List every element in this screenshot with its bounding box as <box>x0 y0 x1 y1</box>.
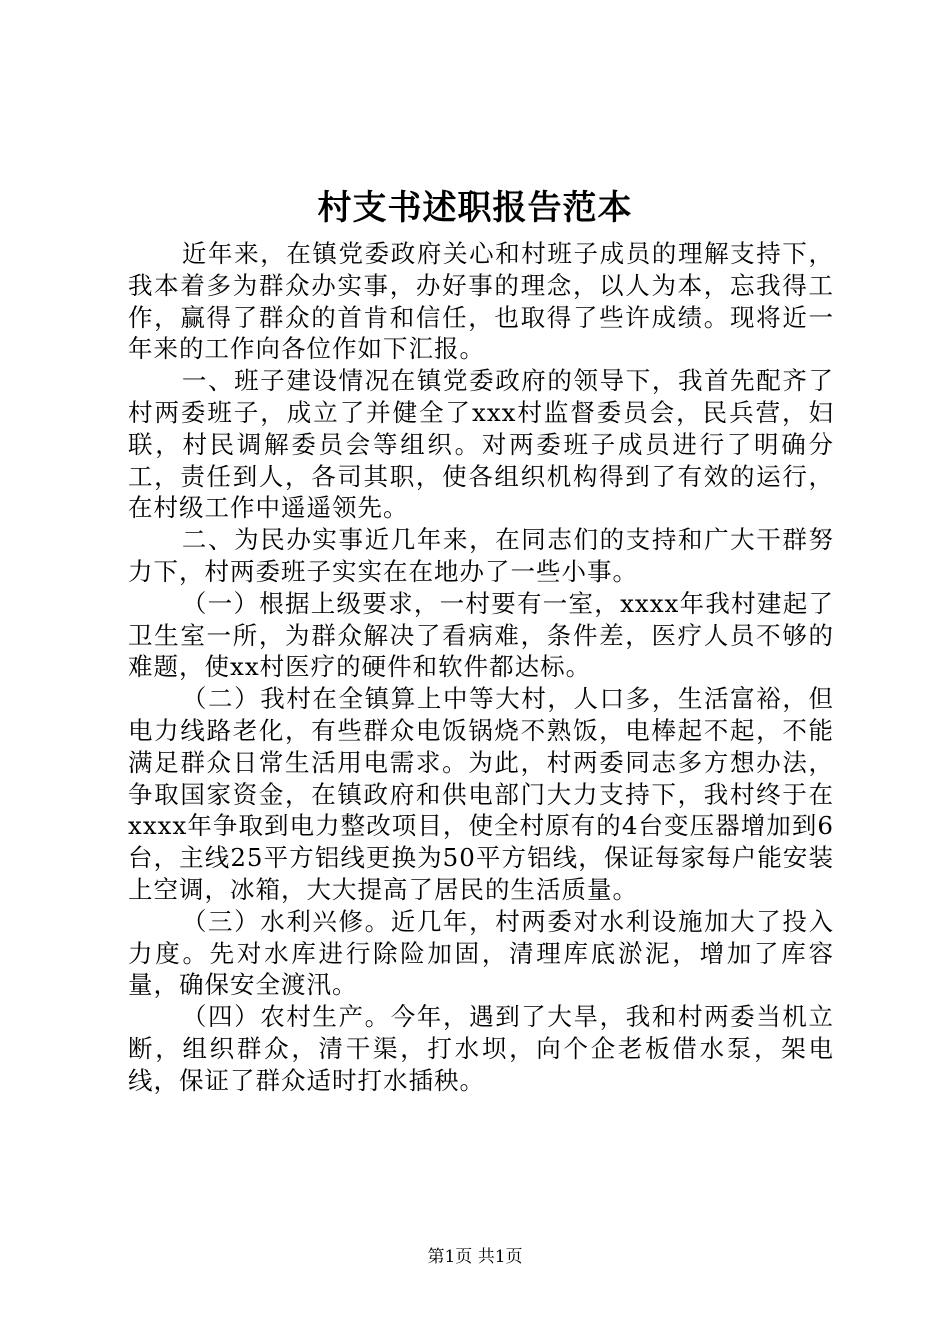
paragraph-practical-work: 二、为民办实事近几年来，在同志们的支持和广大干群努力下，村两委班子实实在在地办了一些小事。 <box>128 525 834 586</box>
paragraph-intro: 近年来，在镇党委政府关心和村班子成员的理解支持下，我本着多为群众办实事，办好事的理念，以人为本，忘我得工作，赢得了群众的首肯和信任，也取得了些许成绩。现将近一年来的工作向各位作如下汇报。 <box>128 239 834 364</box>
page-footer: 第1页 共1页 <box>427 1247 523 1267</box>
document-body <box>128 238 834 1097</box>
document-title: 村支书述职报告范本 <box>317 188 633 228</box>
paragraph-water-conservancy: （三）水利兴修。近几年，村两委对水利设施加大了投入力度。先对水库进行除险加固，清理库底淤泥，增加了库容量，确保安全渡汛。 <box>128 906 834 1000</box>
paragraph-power-grid: （二）我村在全镇算上中等大村，人口多，生活富裕，但电力线路老化，有些群众电饭锅烧不熟饭，电棒起不起，不能满足群众日常生活用电需求。为此，村两委同志多方想办法，争取国家资金，在镇政府和供电部门大力支持下，我村终于在xxxx年争取到电力整改项目，使全村原有的4台变压器增加到6台，主线25平方铝线更换为50平方铝线，保证每家每户能安装上空调，冰箱，大大提高了居民的生活质量。 <box>128 684 834 904</box>
paragraph-team-building: 一、班子建设情况在镇党委政府的领导下，我首先配齐了村两委班子，成立了并健全了xxx村监督委员会，民兵营，妇联，村民调解委员会等组织。对两委班子成员进行了明确分工，责任到人，各司其职，使各组织机构得到了有效的运行，在村级工作中遥遥领先。 <box>128 366 834 523</box>
paragraph-agriculture: （四）农村生产。今年，遇到了大旱，我和村两委当机立断，组织群众，清干渠，打水坝，向个企老板借水泵，架电线，保证了群众适时打水插秧。 <box>128 1002 834 1095</box>
paragraph-clinic: （一）根据上级要求，一村要有一室，xxxx年我村建起了卫生室一所，为群众解决了看病难，条件差，医疗人员不够的难题，使xx村医疗的硬件和软件都达标。 <box>128 588 834 682</box>
